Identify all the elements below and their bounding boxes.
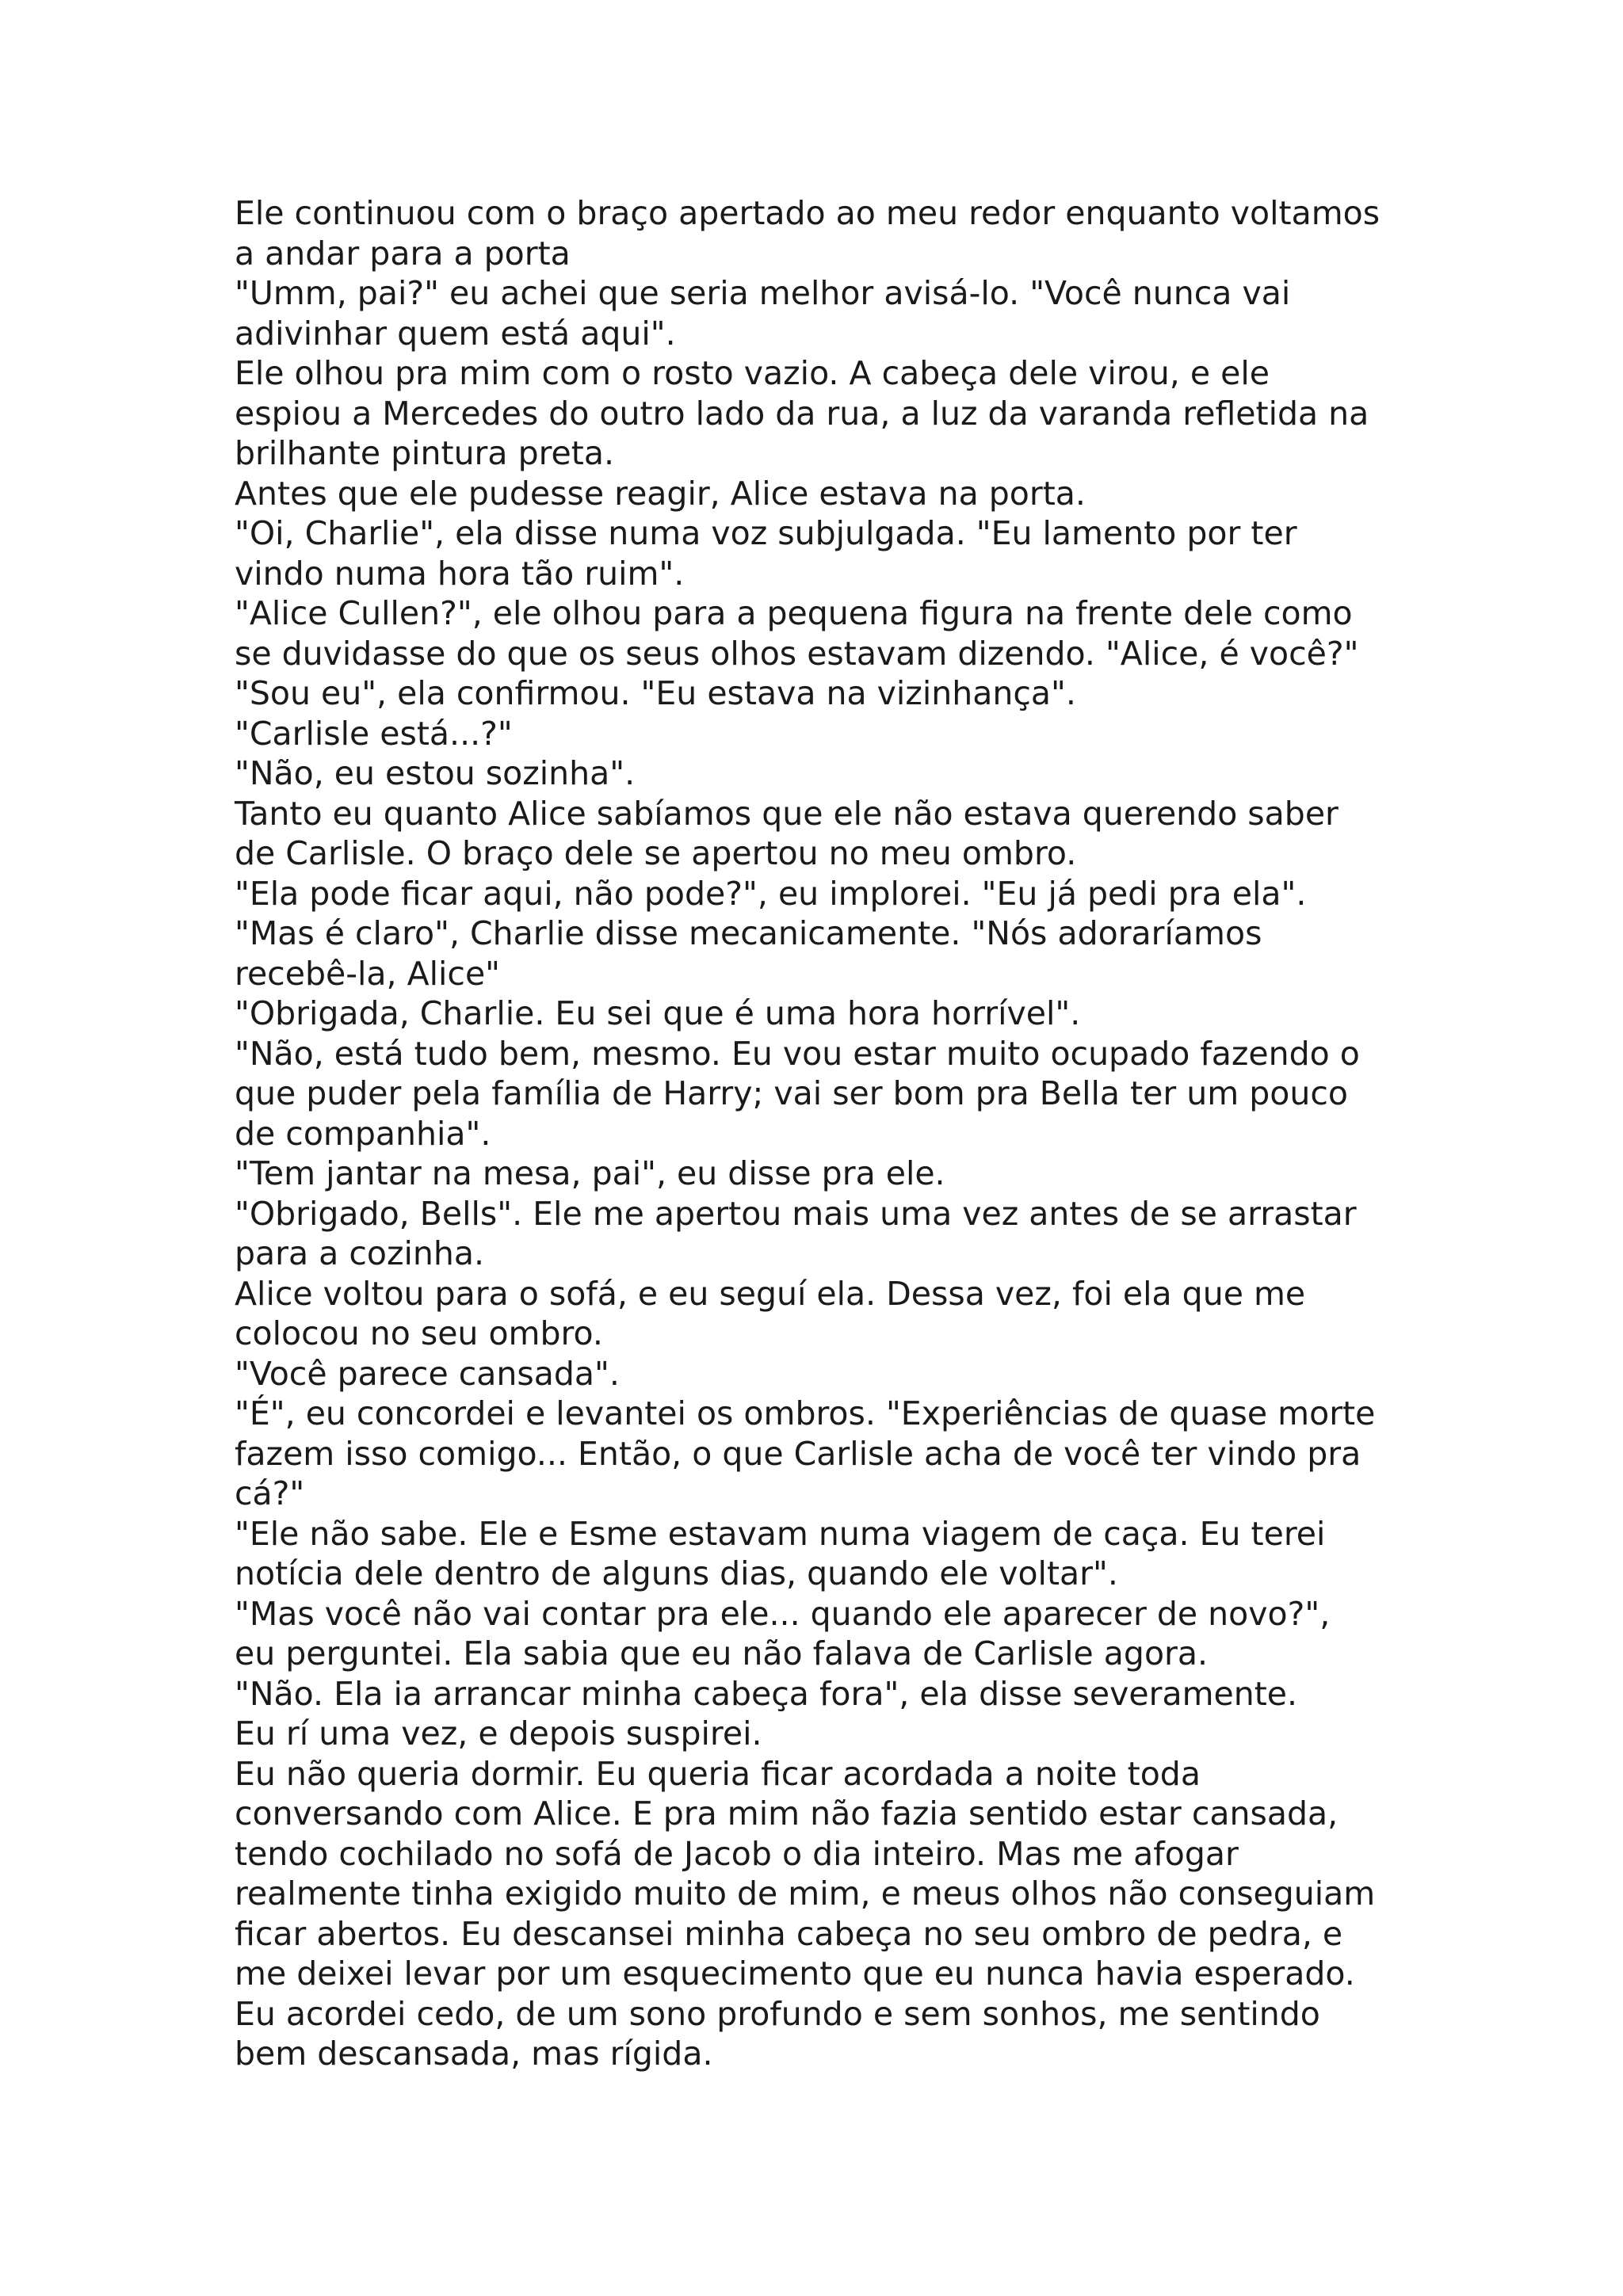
text-line: espiou a Mercedes do outro lado da rua, a luz da varanda refletida na	[235, 394, 1369, 433]
text-line: Alice voltou para o sofá, e eu seguí ela. Dessa vez, foi ela que me	[235, 1274, 1306, 1313]
text-line: bem descansada, mas rígida.	[235, 2035, 713, 2073]
text-line: Antes que ele pudesse reagir, Alice estava na porta.	[235, 474, 1086, 513]
text-line: para a cozinha.	[235, 1234, 484, 1272]
text-line: de Carlisle. O braço dele se apertou no meu ombro.	[235, 834, 1077, 872]
text-line: "Alice Cullen?", ele olhou para a pequena figura na frente dele como	[235, 594, 1353, 632]
text-line: Eu rí uma vez, e depois suspirei.	[235, 1714, 762, 1753]
text-line: notícia dele dentro de alguns dias, quando ele voltar".	[235, 1554, 1118, 1592]
text-line: fazem isso comigo... Então, o que Carlisle acha de você ter vindo pra	[235, 1434, 1361, 1473]
text-line: "Ela pode ficar aqui, não pode?", eu implorei. "Eu já pedi pra ela".	[235, 874, 1307, 913]
text-line: Eu acordei cedo, de um sono profundo e sem sonhos, me sentindo	[235, 1994, 1320, 2033]
text-line: me deixei levar por um esquecimento que eu nunca havia esperado.	[235, 1955, 1355, 1993]
text-line: recebê-la, Alice"	[235, 954, 501, 993]
text-line: "Mas você não vai contar pra ele... quando ele aparecer de novo?",	[235, 1594, 1331, 1633]
text-line: Tanto eu quanto Alice sabíamos que ele não estava querendo saber	[235, 794, 1338, 833]
text-line: Ele continuou com o braço apertado ao meu redor enquanto voltamos	[235, 194, 1381, 232]
text-line: "Mas é claro", Charlie disse mecanicamente. "Nós adoraríamos	[235, 914, 1262, 952]
text-line: "Você parece cansada".	[235, 1354, 620, 1393]
text-line: "É", eu concordei e levantei os ombros. "Experiências de quase morte	[235, 1394, 1376, 1432]
text-line: Ele olhou pra mim com o rosto vazio. A cabeça dele virou, e ele	[235, 354, 1270, 392]
text-line: "Não, eu estou sozinha".	[235, 754, 636, 792]
text-line: que puder pela família de Harry; vai ser bom pra Bella ter um pouco	[235, 1074, 1348, 1112]
text-line: conversando com Alice. E pra mim não fazia sentido estar cansada,	[235, 1794, 1338, 1833]
text-line: "Obrigada, Charlie. Eu sei que é uma hora horrível".	[235, 994, 1081, 1032]
text-line: colocou no seu ombro.	[235, 1314, 603, 1352]
text-line: "Oi, Charlie", ela disse numa voz subjulgada. "Eu lamento por ter	[235, 514, 1297, 552]
text-line: "Carlisle está...?"	[235, 714, 513, 753]
text-line: "Tem jantar na mesa, pai", eu disse pra ele.	[235, 1154, 945, 1192]
text-line: brilhante pintura preta.	[235, 434, 615, 472]
text-line: se duvidasse do que os seus olhos estavam dizendo. "Alice, é você?"	[235, 634, 1359, 673]
text-line: adivinhar quem está aqui".	[235, 314, 676, 353]
text-line: "Obrigado, Bells". Ele me apertou mais uma vez antes de se arrastar	[235, 1194, 1357, 1233]
text-line: vindo numa hora tão ruim".	[235, 554, 685, 593]
text-line: de companhia".	[235, 1114, 491, 1153]
text-line: Eu não queria dormir. Eu queria ficar acordada a noite toda	[235, 1754, 1201, 1793]
text-line: "Não. Ela ia arrancar minha cabeça fora", ela disse severamente.	[235, 1674, 1298, 1713]
text-line: a andar para a porta	[235, 234, 571, 273]
text-line: ficar abertos. Eu descansei minha cabeça no seu ombro de pedra, e	[235, 1914, 1343, 1953]
text-line: tendo cochilado no sofá de Jacob o dia inteiro. Mas me afogar	[235, 1834, 1239, 1873]
text-line: "Umm, pai?" eu achei que seria melhor avisá-lo. "Você nunca vai	[235, 274, 1291, 312]
text-line: eu perguntei. Ela sabia que eu não falava de Carlisle agora.	[235, 1634, 1209, 1672]
text-line: cá?"	[235, 1474, 305, 1512]
text-line: realmente tinha exigido muito de mim, e meus olhos não conseguiam	[235, 1875, 1376, 1913]
text-line: "Não, está tudo bem, mesmo. Eu vou estar muito ocupado fazendo o	[235, 1034, 1360, 1073]
text-line: "Sou eu", ela confirmou. "Eu estava na vizinhança".	[235, 674, 1076, 712]
text-line: "Ele não sabe. Ele e Esme estavam numa viagem de caça. Eu terei	[235, 1514, 1326, 1553]
body-text	[235, 193, 1423, 2074]
